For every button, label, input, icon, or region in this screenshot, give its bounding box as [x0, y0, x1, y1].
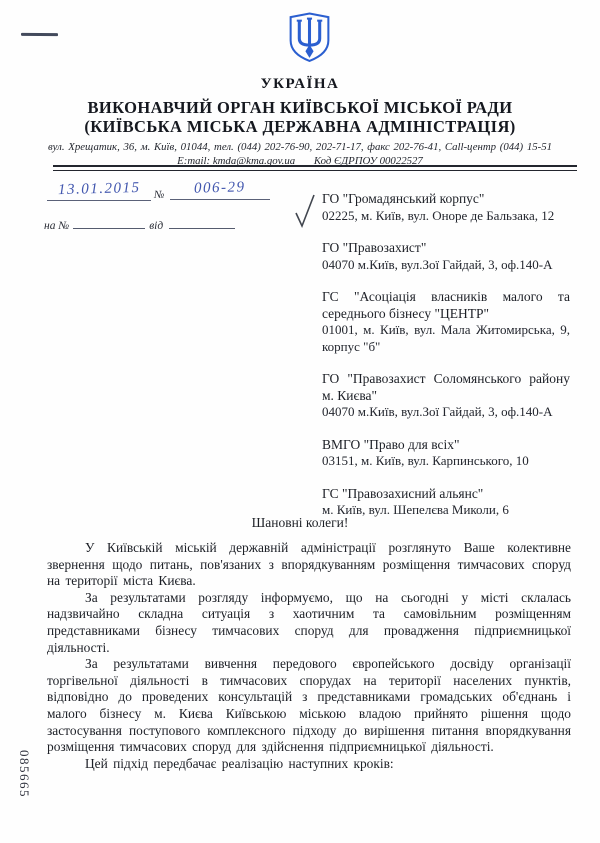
letterhead-address: вул. Хрещатик, 36, м. Київ, 01044, тел. (044) 202-76-90, 202-71-17, факс 202-76-41, Call-центр (044) 15-51 [47, 141, 553, 153]
letterhead-divider-rule [53, 165, 577, 171]
recipient-item [322, 289, 570, 355]
salutation: Шановні колеги! [251, 515, 349, 530]
letter-body [47, 540, 571, 772]
recipient-address: м. Київ, вул. Шепелєва Миколи, 6 [322, 502, 509, 517]
body-paragraph: За результатами розгляду інформуємо, що на сьогодні у місті склалась надзвичайно складна ситуація з хаотичним та самовільним розміщенням представниками бізнесу тимчасових споруд для провадження підприємницької діяльності. [47, 589, 571, 655]
recipient-name: ГС "Асоціація власників малого та середнього бізнесу "ЦЕНТР" [322, 289, 570, 321]
country-title: УКРАЇНА [260, 76, 340, 92]
recipient-item [322, 486, 570, 519]
recipient-name: ГО "Правозахист Соломянського району м. Києва" [322, 371, 570, 403]
body-paragraph: За результатами вивчення передового європейського досвіду організації торгівельної діяльності в тимчасових спорудах на території населених пунктів, відповідно до проведених консультацій з представниками громадських об'єднань і малого бізнесу м. Києва Київською міською владою прийнято рішення щодо застосування поступового комплексного підходу до вирішення питання впорядкування розміщення тимчасових споруд для здійснення підприємницької діяльності. [47, 656, 571, 755]
recipient-item [322, 240, 570, 273]
handwritten-date-field [47, 181, 151, 201]
reply-na-label: на № [44, 220, 70, 232]
body-paragraph: У Київській міській державній адміністрації розглянуто Ваше колективне звернення щодо питань, пов'язаних з впорядкуванням розміщення тимчасових споруд на території міста Києва. [47, 540, 571, 589]
recipient-name: ГО "Громадянський корпус" [322, 191, 485, 206]
recipient-name: ГС "Правозахисний альянс" [322, 485, 484, 501]
recipient-item [322, 191, 570, 224]
handwritten-date: 13.01.2015 [57, 179, 141, 199]
checkmark-icon [294, 193, 316, 229]
registration-stamp-number: 085665 [17, 750, 32, 798]
organization-name-line2: (КИЇВСЬКА МІСЬКА ДЕРЖАВНА АДМІНІСТРАЦІЯ) [84, 117, 516, 136]
outgoing-reference-line [44, 180, 259, 206]
recipient-name: ВМГО "Право для всіх" [322, 436, 460, 452]
ukraine-trident-emblem [287, 12, 332, 63]
reply-date-blank [169, 228, 235, 229]
recipient-address: 01001, м. Київ, вул. Мала Житомирська, 9, корпус "б" [322, 322, 570, 354]
letterhead-email: E:mail: kmda@kma.gov.ua [177, 155, 296, 167]
handwritten-number-field [170, 180, 270, 200]
letterhead-edrpou-code: Код ЄДРПОУ 00022527 [313, 155, 423, 167]
recipient-address: 02225, м. Київ, вул. Оноре де Бальзака, 12 [322, 207, 555, 223]
recipient-address: 04070 м.Київ, вул.Зої Гайдай, 3, оф.140-А [322, 256, 553, 272]
scan-artifact-line [21, 33, 58, 36]
reply-vid-label: від [149, 220, 164, 232]
incoming-reference-line [44, 220, 259, 232]
recipient-list [322, 191, 570, 535]
recipient-address: 03151, м. Київ, вул. Карпинського, 10 [322, 453, 529, 468]
body-paragraph: Цей підхід передбачає реалізацію наступних кроків: [85, 755, 394, 771]
reference-block [44, 180, 259, 232]
recipient-address: 04070 м.Київ, вул.Зої Гайдай, 3, оф.140-А [322, 404, 553, 419]
number-sign: № [154, 189, 165, 201]
recipient-name: ГО "Правозахист" [322, 240, 427, 255]
reply-number-blank [73, 228, 145, 229]
organization-name-line1: ВИКОНАВЧИЙ ОРГАН КИЇВСЬКОЇ МІСЬКОЇ РАДИ [87, 98, 513, 117]
recipient-item [322, 437, 570, 470]
handwritten-number: 006-29 [194, 179, 246, 197]
recipient-item [322, 371, 570, 421]
